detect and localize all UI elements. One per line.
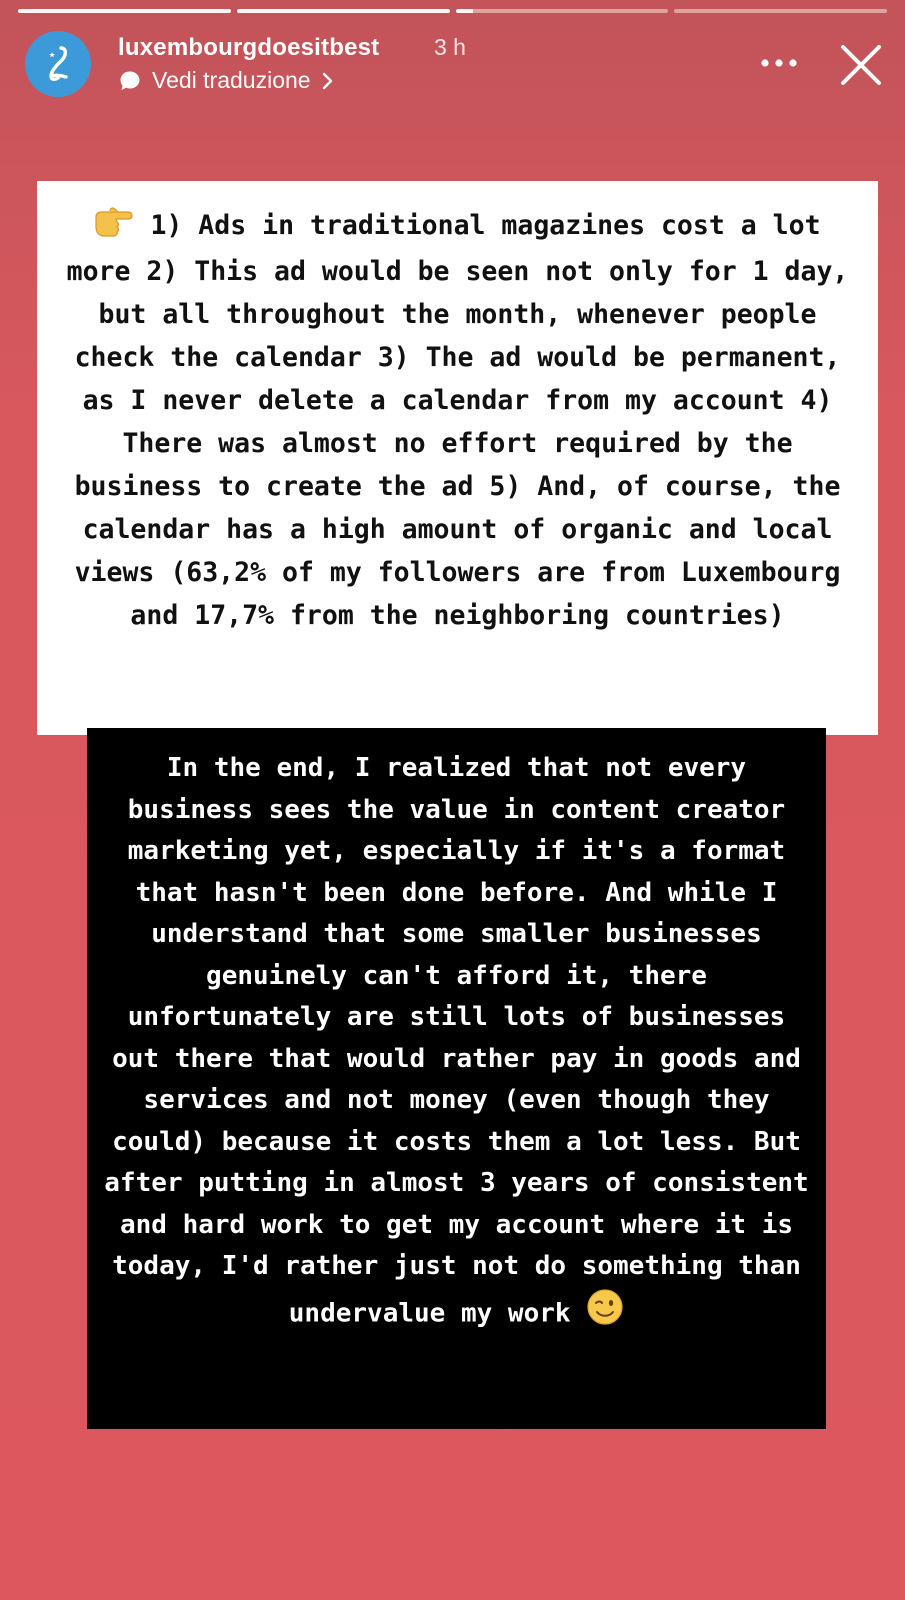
- pointing-hand-icon: [94, 203, 134, 250]
- chevron-right-icon: [321, 71, 335, 91]
- winking-face-icon: [586, 1288, 624, 1340]
- progress-segment-3: [456, 9, 669, 13]
- post-time: 3 h: [434, 34, 466, 60]
- speech-bubble-icon: [118, 69, 142, 93]
- username[interactable]: luxembourgdoesitbest: [118, 34, 380, 61]
- text-card-black: [87, 728, 826, 1429]
- more-dots-icon: [759, 58, 799, 68]
- white-card-text: 1) Ads in traditional magazines cost a lot more 2) This ad would be seen not only for 1 day, but all throughout the month, whenever people check the calendar 3) The ad would be permanent, as I never delete a calendar from my account 4) There was almost no effort required by the business to create the ad 5) And, of course, the calendar has a high amount of organic and local views (63,2% of my followers are from Luxembourg and 17,7% from the neighboring countries): [66, 210, 849, 631]
- text-card-white: [37, 181, 878, 735]
- close-icon: [838, 42, 884, 88]
- black-card-text: In the end, I realized that not every business sees the value in content creator marketing yet, especially if it's a format that hasn't been done before. And while I understand that some smaller businesses genuinely can't afford it, there unfortunately are still lots of businesses out there that would rather pay in goods and services and not money (even though they could) because it costs them a lot less. But after putting in almost 3 years of consistent and hard work to get my account where it is today, I'd rather just not do something than undervalue my work: [104, 753, 809, 1328]
- avatar[interactable]: [25, 31, 91, 97]
- avatar-logo-icon: [36, 42, 80, 86]
- more-options-button[interactable]: [758, 48, 800, 78]
- see-translation-label: Vedi traduzione: [152, 67, 311, 93]
- progress-segment-1: [18, 9, 231, 13]
- close-button[interactable]: [838, 42, 884, 88]
- progress-segment-2: [237, 9, 450, 13]
- story-progress-bar: [18, 9, 887, 13]
- progress-segment-4: [674, 9, 887, 13]
- see-translation-button[interactable]: [118, 67, 335, 94]
